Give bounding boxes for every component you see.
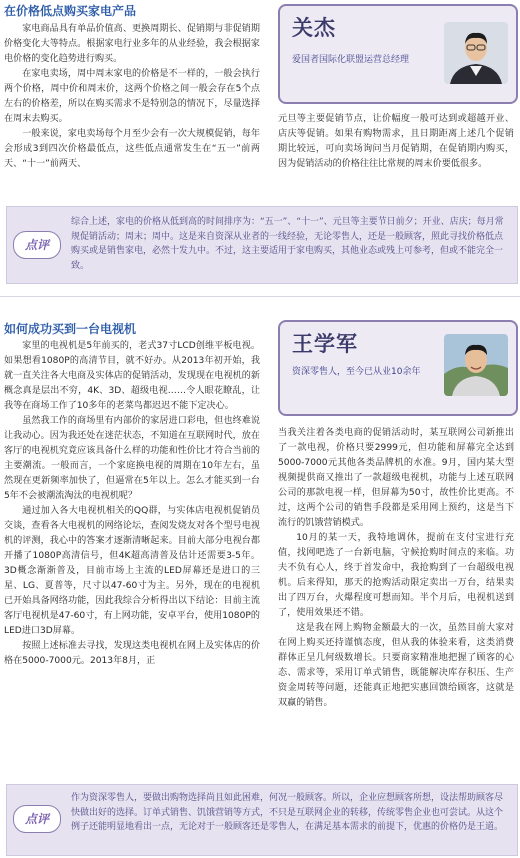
expert-photo (444, 22, 508, 84)
article2-paragraph: 虽然我工作的商场里有内部价的家居进口彩电，但也终难说让我动心。因为我还处在迷茫状态，不知道在互联网时代，放在客厅的电视机究竟应该具备什么样的功能和性价比才符合当前的主要潮流。一般而言，一个家庭换电视的周期在10年左右，虽然现在更新频率加快了，但逼常在5年以上。怎么才能买到一台5年不会被潮流淘汰的电视机呢？ (4, 416, 260, 501)
article1-title: 在价格低点购买家电产品 (4, 4, 137, 18)
article2-paragraph: 通过加入各大电视机相关的QQ群，与实体店电视机促销员交谈，查看各大电视机的网络论坛，查阅发烧友对各个型号电视机的评测，我心中的答案才逐渐清晰起来。目前大部分电视台都开播了1080P高清信号，但4K超高清普及估计还需要3-5年。3D概念渐渐普及，目前市场上主流的LED屏幕还是进口的三星、LG、夏普等，尺寸以47-60寸为主。另外，现在的电视机已开始具备网络功能，因此我综合分析得出以下结论：目前主流客厅电视机是47-60寸，有上网功能，安卓平台，使用1080P的LED进口3D屏幕。 (4, 506, 260, 636)
article1-right-column (278, 112, 514, 202)
article1-left-column (4, 22, 260, 194)
review-badge: 点评 (13, 805, 61, 833)
article1-paragraph: 家电商品具有单品价值高、更换周期长、促销期与非促销期价格变化大等特点。根据家电行业多年的从业经验，我会根据家电价格的变化趋势进行购买。 (4, 24, 260, 64)
expert-role: 爱国者国际化联盟运营总经理 (292, 55, 410, 65)
expert-card-guanjie (278, 4, 518, 104)
article1-paragraph: 一般来说，家电卖场每个月至少会有一次大规模促销，每年会形成3到四次价格最低点，这些低点通常发生在“五一”前两天、“十一”前两天、 (4, 129, 260, 169)
review-text: 作为资深零售人，要做出购物选择尚且如此困难，何况一般顾客。所以，企业应想顾客所想，设法帮助顾客尽快做出好的选择。订单式销售、饥饿营销等方式，不只是互联网企业的转移，传统零售企业也可尝试。从这个例子还能明显地看出一点，无论对于一般顾客还是零售人，在满足基本需求的前提下，优惠的价格仍是王道。 (71, 793, 504, 832)
article1-paragraph: 在家电卖场，周中周末家电的价格是不一样的，一般会执行两个价格，周中价和周末价，这两个价格之间一般会存在5个点左右的价格差，所以在购买需求不是特别急的情况下，尽量选择在周末去购买。 (4, 69, 260, 124)
article2-paragraph: 当我关注着各类电商的促销活动时，某互联网公司新推出了一款电视，价格只要2999元，但功能和屏幕完全达到5000-7000元其他各类品牌机的水准。9月，国内某大型视频提供商又推出了一款超级电视机，功能与上述互联网公司的那款电视一样，但屏幕为50寸，故性价比更高。不过，这两个公司的销售手段都是采用网上预约，这是当下流行的饥饿营销模式。 (278, 428, 514, 528)
review-badge: 点评 (13, 231, 61, 259)
article2-paragraph: 家里的电视机是5年前买的，老式37寸LCD创维平板电视。如果想看1080P的高清节目，就不好办。从2013年初开始，我就一直关注各大电商及实体店的促销活动，发现现在电视机的新概念真是层出不穷，4K、3D、超级电视……令人眼花瞭乱，让我等在商场工作了10多年的老菜鸟都迟迟不能下定决心。 (4, 341, 260, 411)
article1-review-box (6, 206, 518, 284)
article2-paragraph: 这是我在网上购物金额最大的一次，虽然目前大家对在网上购买还持谨慎态度，但从我的体验来看，这类消费群体正呈几何级数增长。只要商家精准地把握了顾客的心态、需求等，采用订单式销售，既能解决库存积压、生产资金周转等问题，还能真正地把实惠回馈给顾客，这就是双赢的销售。 (278, 623, 514, 708)
article2-right-column (278, 426, 514, 772)
article2-paragraph: 10月的某一天，我特地调休，提前在支付宝进行充值，找网吧选了一台新电脑，守候抢购时间点的来临。功夫不负有心人，终于首发命中，我抢购到了一台超级电视机。后来得知，那天的抢购活动限定卖出一万台，结果卖出了四万台，火爆程度可想而知。半个月后，电视机送到了，使用效果还不错。 (278, 533, 514, 618)
expert-card-wangxuejun (278, 320, 518, 416)
review-text: 综合上述，家电的价格从低到高的时间排序为：“五一”、“十一”、元旦等主要节日前夕；开业、店庆；每月常规促销活动；周末；周中。这是来自资深从业者的一线经验，无论零售人，还是一般顾客，照此寻找价格低点购买或是销售家电，必然十发九中。不过，这主要适用于家电购买，其他业态或残上可参考，但或不能完全一致。 (71, 217, 504, 271)
expert-name: 王学军 (292, 332, 358, 356)
article2-review-box (6, 784, 518, 856)
article2-left-column (4, 339, 260, 773)
article2-paragraph: 按照上述标准去寻找，发现这类电视机在网上及实体店的价格在5000-7000元。2013年8月，正 (4, 641, 260, 666)
expert-name: 关杰 (292, 16, 336, 40)
article1-paragraph: 元旦等主要促销节点，让价幅度一般可达到或超越开业、店庆等促销。如果有购物需求，且日期距离上述几个促销期比较远，可向卖场询问当月促销期，在促销期内购买，因为促销活动的价格往往比常规的周末价要低很多。 (278, 114, 514, 169)
expert-role: 资深零售人，至今已从业10余年 (292, 367, 421, 377)
section-divider (0, 296, 520, 297)
article2-title: 如何成功买到一台电视机 (4, 322, 137, 336)
expert-photo (444, 334, 508, 396)
